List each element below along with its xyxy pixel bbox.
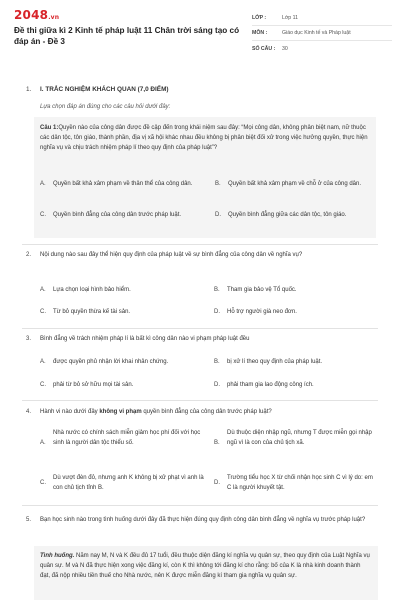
question-number: 5. — [26, 517, 32, 523]
situation-label: Tình huống. — [40, 553, 75, 559]
option-b[interactable] — [214, 429, 374, 449]
situation-body: Năm nay M, N và K đều đủ 17 tuổi, đều thuộc diện đăng kí nghĩa vụ quân sự, theo quy định của Luật Nghĩa vụ quân sự. M và N đã thực hiện xong việc đăng kí, còn K thì không tới đăng kí cho rằng: bố của K là nhà kinh doanh thành đạt, đã nộp nhiều tiền thuế cho Nhà nước, nên K được miễn đăng kí tham gia nghĩa vụ quân sự. — [40, 553, 370, 579]
question-1-text — [40, 123, 370, 154]
option-letter: A. — [40, 181, 46, 187]
option-letter: C. — [40, 309, 46, 315]
page-title: Đề thi giữa kì 2 Kinh tế pháp luật 11 Chân trời sáng tạo có đáp án - Đề 3 — [14, 26, 240, 46]
option-a[interactable] — [40, 180, 200, 190]
option-text: Tham gia bảo vệ Tổ quốc. — [227, 287, 297, 293]
option-a[interactable] — [40, 358, 210, 368]
section-number: 1. — [26, 86, 32, 93]
logo-main: 2048 — [14, 8, 49, 22]
option-letter: A. — [40, 359, 46, 365]
divider — [22, 244, 378, 245]
option-text: Từ bỏ quyền thừa kế tài sản. — [53, 309, 131, 315]
option-text: Quyền bình đẳng của công dân trước pháp luật. — [53, 212, 182, 218]
question-text: Nội dung nào sau đây thể hiện quy định của pháp luật về sự bình đẳng của công dân về nghĩa vụ? — [40, 252, 303, 258]
question-text-emphasis: không vi phạm — [99, 409, 142, 415]
question-1-label: Câu 1: — [40, 125, 59, 131]
question-number: 4. — [26, 409, 32, 415]
question-text-start: Hành vi nào dưới đây — [40, 409, 100, 415]
site-logo[interactable] — [14, 8, 244, 22]
option-b[interactable] — [214, 358, 374, 368]
question-text: Bình đẳng về trách nhiệm pháp lí là bất kì công dân nào vi phạm pháp luật đều — [40, 336, 250, 342]
situation-box — [34, 546, 378, 600]
option-letter: C. — [40, 480, 46, 486]
option-b[interactable] — [215, 180, 370, 190]
situation-text — [40, 551, 372, 581]
question-text-end: quyền bình đẳng của công dân trước pháp luật? — [141, 409, 272, 415]
option-letter: C. — [40, 382, 46, 388]
option-c[interactable] — [40, 381, 210, 391]
option-text: phải từ bỏ sở hữu mọi tài sản. — [53, 382, 134, 388]
option-letter: D. — [214, 382, 220, 388]
meta-value: Lớp 11 — [282, 15, 298, 21]
option-text: bị xử lí theo quy định của pháp luật. — [227, 359, 323, 365]
option-letter: B. — [214, 359, 220, 365]
question-number: 2. — [26, 252, 32, 258]
meta-value: 30 — [282, 45, 288, 52]
option-d[interactable] — [214, 474, 374, 493]
option-c[interactable] — [40, 308, 200, 318]
meta-row-class — [252, 11, 392, 26]
question-1-body: Quyền nào của công dân được đề cập đến trong khái niệm sau đây: “Mọi công dân, không phân biệt nam, nữ thuộc các dân tộc, tôn giáo, thành phần, địa vị xã hội khác nhau đều không bị phân biệt đối xử trong việc hưởng quyền, thực hiện nghĩa vụ và chịu trách nhiệm pháp lí theo quy định của pháp luật”? — [40, 125, 368, 152]
option-letter: D. — [215, 212, 221, 218]
question-number: 3. — [26, 336, 32, 342]
option-text: Dù vượt đèn đỏ, nhưng anh K không bị xử phạt vì anh là con chủ tịch tỉnh B. — [53, 475, 204, 491]
option-b[interactable] — [214, 286, 374, 296]
option-a[interactable] — [40, 286, 200, 296]
meta-row-count — [252, 41, 392, 56]
meta-key: SỐ CÂU : — [252, 45, 276, 52]
meta-table — [252, 11, 392, 56]
question-text — [40, 407, 380, 417]
option-d[interactable] — [214, 381, 374, 391]
option-a[interactable] — [40, 429, 205, 449]
meta-key: MÔN : — [252, 30, 268, 36]
option-letter: B. — [214, 440, 220, 446]
option-c[interactable] — [40, 211, 200, 221]
header-left — [14, 8, 244, 47]
option-letter: A. — [40, 287, 46, 293]
option-text: Hỗ trợ người già neo đơn. — [227, 309, 297, 315]
option-text: được quyền phủ nhận lời khai nhân chứng. — [53, 359, 169, 365]
option-letter: D. — [214, 480, 220, 486]
option-letter: C. — [40, 212, 46, 218]
option-text: phải tham gia lao động công ích. — [227, 382, 314, 388]
option-text: Quyền bất khả xâm phạm về chỗ ở của công dân. — [228, 181, 362, 187]
option-text: Quyền bất khả xâm phạm về thân thể của công dân. — [53, 181, 193, 187]
logo-suffix: .vn — [48, 14, 60, 21]
header — [0, 0, 400, 64]
option-letter: B. — [214, 287, 220, 293]
option-text: Lựa chọn loại hình bảo hiểm. — [53, 287, 131, 293]
option-letter: B. — [215, 181, 221, 187]
option-text: Quyền bình đẳng giữa các dân tộc, tôn giáo. — [228, 212, 347, 218]
question-text: Bạn học sinh nào trong tình huống dưới đây đã thực hiện đúng quy định công dân bình đẳng về nghĩa vụ trước pháp luật? — [40, 517, 366, 523]
divider — [22, 400, 378, 401]
divider — [22, 328, 378, 329]
question-1 — [34, 117, 376, 238]
meta-value: Giáo dục Kinh tế và Pháp luật — [282, 30, 351, 36]
divider — [22, 505, 378, 506]
section-title: I. TRẮC NGHIỆM KHÁCH QUAN (7,0 ĐIỂM) — [40, 86, 169, 93]
meta-key: LỚP : — [252, 15, 267, 21]
option-text: Nhà nước có chính sách miễn giảm học phí đối với học sinh là người dân tộc thiểu số. — [53, 430, 201, 446]
option-letter: D. — [214, 309, 220, 315]
option-d[interactable] — [214, 308, 374, 318]
option-letter: A. — [40, 440, 46, 446]
option-text: Dù thuộc diện nhập ngũ, nhưng T được miễn gọi nhập ngũ vì là con của chủ tịch xã. — [227, 430, 372, 446]
meta-row-subject — [252, 26, 392, 41]
section-instruction: Lựa chọn đáp án đúng cho các câu hỏi dưới đây: — [40, 104, 171, 110]
option-text: Trường tiểu học X từ chối nhận học sinh C vì lý do: em C là người khuyết tật. — [227, 475, 373, 491]
option-c[interactable] — [40, 474, 205, 493]
option-d[interactable] — [215, 211, 370, 221]
